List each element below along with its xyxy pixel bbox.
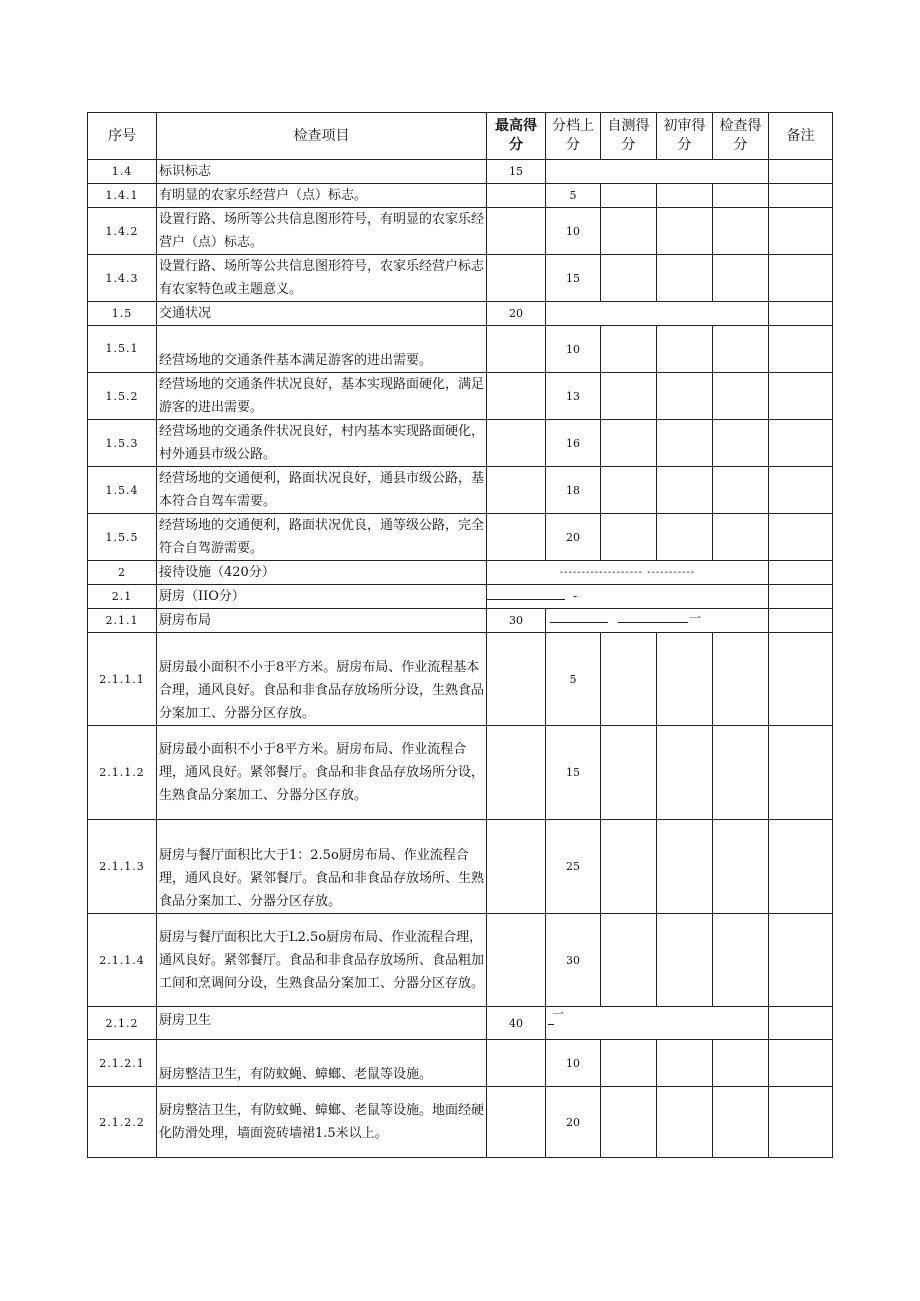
row-item: 厨房最小面积不小于8平方米。厨房布局、作业流程合理，通风良好。紧邻餐厅。食品和非食品存放场所分设，生熟食品分案加工、分器分区存放。 [157, 726, 487, 820]
inspection-cell [713, 467, 769, 514]
row-tier: 10 [546, 1040, 601, 1087]
first-review-cell [657, 467, 713, 514]
row-tier: 20 [546, 514, 601, 561]
remarks-cell [769, 1040, 833, 1087]
row-item: 厨房布局 [157, 609, 487, 633]
inspection-cell [713, 1040, 769, 1087]
header-max-score: 最高得分 [487, 113, 546, 160]
row-item: 厨房与餐厅面积比大于L2.5o厨房布局、作业流程合理，通风良好。紧邻餐厅。食品和非食品存放场所、食品粗加工间和烹调间分设，生熟食品分案加工、分器分区存放。 [157, 914, 487, 1007]
row-seq: 1.5.1 [88, 326, 157, 373]
remarks-cell [769, 420, 833, 467]
underline-mark [548, 1024, 554, 1025]
first-review-cell [657, 514, 713, 561]
row-max [487, 514, 546, 561]
row-tier: 10 [546, 208, 601, 255]
row-max [487, 208, 546, 255]
row-seq: 2.1.1.4 [88, 914, 157, 1007]
row-max [487, 373, 546, 420]
table-row [88, 208, 833, 255]
row-item: 厨房（IIO分） [157, 585, 487, 609]
inspection-cell [713, 326, 769, 373]
header-inspection: 检查得分 [713, 113, 769, 160]
remarks-cell [769, 585, 833, 609]
row-tier: 30 [546, 914, 601, 1007]
row-seq: 1.5.3 [88, 420, 157, 467]
merged-score-cell [546, 160, 769, 184]
row-item: 设置行路、场所等公共信息图形符号，有明显的农家乐经营户（点）标志。 [157, 208, 487, 255]
row-seq: 1.4.1 [88, 184, 157, 208]
first-review-cell [657, 726, 713, 820]
row-item: 厨房整洁卫生，有防蚊蝇、蟑螂、老鼠等设施。地面经硬化防滑处理，墙面瓷砖墙裙1.5米以上。 [157, 1087, 487, 1158]
row-max [487, 726, 546, 820]
merged-score-cell [487, 561, 769, 585]
first-review-cell [657, 1040, 713, 1087]
row-max: 20 [487, 302, 546, 326]
self-score-cell [601, 514, 657, 561]
inspection-cell [713, 726, 769, 820]
inspection-cell [713, 420, 769, 467]
table-row [88, 609, 833, 633]
row-max [487, 633, 546, 726]
first-review-cell [657, 914, 713, 1007]
row-item: 经营场地的交通条件状况良好，基本实现路面硬化，满足游客的进出需要。 [157, 373, 487, 420]
table-row [88, 514, 833, 561]
header-seq: 序号 [88, 113, 157, 160]
inspection-cell [713, 633, 769, 726]
self-score-cell [601, 326, 657, 373]
row-max: 40 [487, 1007, 546, 1040]
header-remarks: 备注 [769, 113, 833, 160]
inspection-cell [713, 373, 769, 420]
inspection-cell [713, 820, 769, 914]
table-row [88, 326, 833, 373]
underline-mark [618, 622, 688, 623]
row-max [487, 326, 546, 373]
row-max [487, 914, 546, 1007]
first-review-cell [657, 1087, 713, 1158]
table-row [88, 302, 833, 326]
remarks-cell [769, 914, 833, 1007]
merged-score-cell [546, 1007, 769, 1040]
self-score-cell [601, 467, 657, 514]
first-review-cell [657, 208, 713, 255]
row-tier: 13 [546, 373, 601, 420]
underline-mark [550, 622, 608, 623]
table-row [88, 820, 833, 914]
row-item: 标识标志 [157, 160, 487, 184]
row-tier: 16 [546, 420, 601, 467]
self-score-cell [601, 726, 657, 820]
row-item: 有明显的农家乐经营户（点）标志。 [157, 184, 487, 208]
first-review-cell [657, 255, 713, 302]
dash-mark: 一 [552, 1007, 565, 1021]
header-tier-score: 分档上分 [546, 113, 601, 160]
underline-mark [487, 599, 565, 600]
row-item: 厨房与餐厅面积比大于1：2.5o厨房布局、作业流程合理，通风良好。紧邻餐厅。食品和非食品存放场所、生熟食品分案加工、分器分区存放。 [157, 820, 487, 914]
first-review-cell [657, 633, 713, 726]
row-seq: 2.1 [88, 585, 157, 609]
table-row [88, 561, 833, 585]
remarks-cell [769, 514, 833, 561]
remarks-cell [769, 726, 833, 820]
self-score-cell [601, 255, 657, 302]
row-seq: 2.1.1.2 [88, 726, 157, 820]
row-seq: 2.1.1 [88, 609, 157, 633]
row-item: 接待设施（420分） [157, 561, 487, 585]
self-score-cell [601, 1040, 657, 1087]
row-item: 交通状况 [157, 302, 487, 326]
row-max: 30 [487, 609, 546, 633]
remarks-cell [769, 633, 833, 726]
row-seq: 2.1.1.3 [88, 820, 157, 914]
remarks-cell [769, 255, 833, 302]
row-seq: 1.5.4 [88, 467, 157, 514]
row-item: 厨房卫生 [157, 1007, 487, 1040]
row-seq: 2.1.2 [88, 1007, 157, 1040]
remarks-cell [769, 1007, 833, 1040]
header-row [88, 113, 833, 160]
table-row [88, 914, 833, 1007]
row-tier: 25 [546, 820, 601, 914]
inspection-cell [713, 255, 769, 302]
row-item: 经营场地的交通便利，路面状况优良，通等级公路，完全符合自驾游需要。 [157, 514, 487, 561]
merged-score-cell [546, 609, 769, 633]
remarks-cell [769, 609, 833, 633]
remarks-cell [769, 302, 833, 326]
self-score-cell [601, 1087, 657, 1158]
table-row [88, 633, 833, 726]
remarks-cell [769, 184, 833, 208]
dash-mark: - [573, 589, 578, 603]
inspection-cell [713, 208, 769, 255]
table-row [88, 467, 833, 514]
self-score-cell [601, 208, 657, 255]
row-max [487, 255, 546, 302]
row-seq: 2.1.2.2 [88, 1087, 157, 1158]
row-seq: 1.4.2 [88, 208, 157, 255]
table-row [88, 585, 833, 609]
inspection-cell [713, 514, 769, 561]
row-item: 经营场地的交通条件基本满足游客的进出需要。 [157, 326, 487, 373]
row-item: 经营场地的交通便利，路面状况良好，通县市级公路，基本符合自驾车需要。 [157, 467, 487, 514]
merged-score-cell [546, 302, 769, 326]
row-tier: 15 [546, 255, 601, 302]
table-row [88, 184, 833, 208]
row-seq: 1.5.5 [88, 514, 157, 561]
inspection-cell [713, 1087, 769, 1158]
table-row [88, 160, 833, 184]
header-first-review: 初审得分 [657, 113, 713, 160]
row-tier: 5 [546, 184, 601, 208]
row-tier: 5 [546, 633, 601, 726]
first-review-cell [657, 420, 713, 467]
first-review-cell [657, 373, 713, 420]
row-item: 厨房整洁卫生，有防蚊蝇、蟑螂、老鼠等设施。 [157, 1040, 487, 1087]
row-max: 15 [487, 160, 546, 184]
table-row [88, 373, 833, 420]
row-seq: 1.5.2 [88, 373, 157, 420]
row-seq: 2.1.2.1 [88, 1040, 157, 1087]
row-seq: 1.5 [88, 302, 157, 326]
row-max [487, 467, 546, 514]
table-row [88, 420, 833, 467]
table-row [88, 1087, 833, 1158]
remarks-cell [769, 1087, 833, 1158]
row-item: 经营场地的交通条件状况良好，村内基本实现路面硬化，村外通县市级公路。 [157, 420, 487, 467]
row-tier: 20 [546, 1087, 601, 1158]
header-self-score: 自测得分 [601, 113, 657, 160]
remarks-cell [769, 820, 833, 914]
first-review-cell [657, 326, 713, 373]
table-row [88, 726, 833, 820]
row-item: 厨房最小面积不小于8平方米。厨房布局、作业流程基本合理，通风良好。食品和非食品存放场所分设，生熟食品分案加工、分器分区存放。 [157, 633, 487, 726]
dashed-placeholder: ------------------- ----------- [559, 567, 696, 578]
remarks-cell [769, 326, 833, 373]
row-max [487, 184, 546, 208]
row-tier: 10 [546, 326, 601, 373]
dash-mark: 一 [689, 611, 702, 625]
inspection-table [87, 112, 833, 1158]
self-score-cell [601, 914, 657, 1007]
row-seq: 2 [88, 561, 157, 585]
row-seq: 1.4 [88, 160, 157, 184]
inspection-cell [713, 914, 769, 1007]
row-seq: 1.4.3 [88, 255, 157, 302]
row-seq: 2.1.1.1 [88, 633, 157, 726]
self-score-cell [601, 820, 657, 914]
remarks-cell [769, 561, 833, 585]
row-item: 设置行路、场所等公共信息图形符号，农家乐经营户标志有农家特色或主题意义。 [157, 255, 487, 302]
self-score-cell [601, 184, 657, 208]
scoring-sheet [87, 112, 832, 1158]
remarks-cell [769, 160, 833, 184]
self-score-cell [601, 373, 657, 420]
header-item: 检查项目 [157, 113, 487, 160]
row-max [487, 820, 546, 914]
first-review-cell [657, 184, 713, 208]
remarks-cell [769, 208, 833, 255]
row-tier: 15 [546, 726, 601, 820]
inspection-cell [713, 184, 769, 208]
table-row [88, 1040, 833, 1087]
first-review-cell [657, 820, 713, 914]
table-row [88, 1007, 833, 1040]
row-tier: 18 [546, 467, 601, 514]
row-max [487, 420, 546, 467]
table-row [88, 255, 833, 302]
self-score-cell [601, 420, 657, 467]
remarks-cell [769, 467, 833, 514]
row-max [487, 1087, 546, 1158]
remarks-cell [769, 373, 833, 420]
self-score-cell [601, 633, 657, 726]
merged-score-cell [487, 585, 769, 609]
row-max [487, 1040, 546, 1087]
